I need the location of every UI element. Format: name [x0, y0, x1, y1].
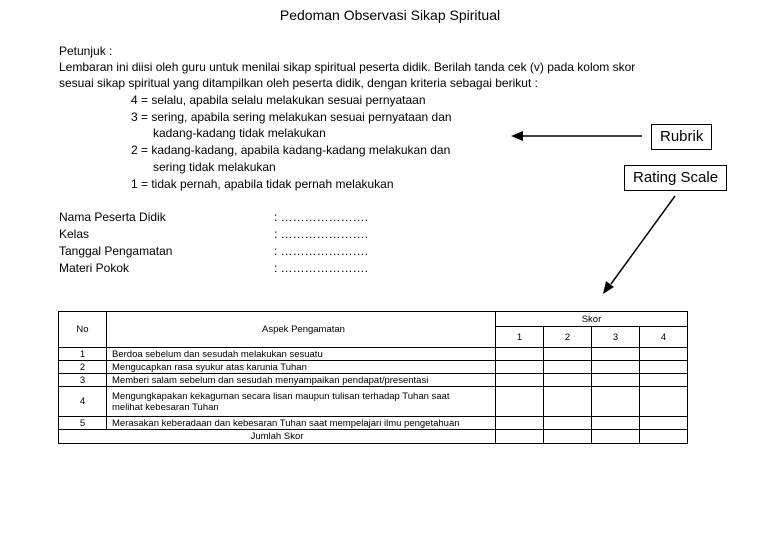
- instructions-line-2: sesuai sikap spiritual yang ditampilkan oleh peserta didik, dengan kriteria sebagai berikut :: [59, 76, 538, 90]
- table-header-row-1: [59, 312, 688, 327]
- field-value-tanggal: : ………………….: [274, 244, 369, 258]
- criteria-4: 4 = selalu, apabila selalu melakukan sesuai pernyataan: [131, 93, 426, 107]
- header-score-1: 1: [496, 327, 544, 348]
- score-cell[interactable]: [592, 361, 640, 374]
- observation-table: [58, 311, 688, 444]
- field-value-materi: : ………………….: [274, 261, 369, 275]
- score-cell[interactable]: [496, 374, 544, 387]
- rating-scale-arrow-line: [611, 196, 675, 284]
- score-cell[interactable]: [496, 417, 544, 430]
- score-cell[interactable]: [592, 387, 640, 417]
- field-label-tanggal: Tanggal Pengamatan: [59, 244, 173, 258]
- header-score-2: 2: [544, 327, 592, 348]
- row-aspek-line-2: melihat kebesaran Tuhan: [112, 401, 219, 413]
- score-cell[interactable]: [544, 387, 592, 417]
- total-cell[interactable]: [544, 430, 592, 444]
- score-cell[interactable]: [640, 374, 688, 387]
- score-cell[interactable]: [640, 348, 688, 361]
- header-score-3: 3: [592, 327, 640, 348]
- total-cell[interactable]: [496, 430, 544, 444]
- row-aspek: Mengucapkan rasa syukur atas karunia Tuhan: [107, 361, 496, 374]
- score-cell[interactable]: [496, 348, 544, 361]
- score-cell[interactable]: [640, 361, 688, 374]
- score-cell[interactable]: [592, 348, 640, 361]
- score-cell[interactable]: [640, 417, 688, 430]
- row-aspek: [107, 387, 496, 417]
- rating-scale-label: Rating Scale: [624, 165, 727, 191]
- header-score-4: 4: [640, 327, 688, 348]
- score-cell[interactable]: [544, 374, 592, 387]
- row-no: 2: [59, 361, 107, 374]
- field-value-nama: : ………………….: [274, 210, 369, 224]
- table-row: [59, 417, 688, 430]
- row-aspek: Memberi salam sebelum dan sesudah menyampaikan pendapat/presentasi: [107, 374, 496, 387]
- page-title: Pedoman Observasi Sikap Spiritual: [279, 7, 501, 23]
- criteria-3: 3 = sering, apabila sering melakukan sesuai pernyataan dan: [131, 110, 452, 124]
- score-cell[interactable]: [544, 348, 592, 361]
- table-row: [59, 348, 688, 361]
- header-no: No: [59, 312, 107, 348]
- score-cell[interactable]: [496, 361, 544, 374]
- row-aspek: Merasakan keberadaan dan kebesaran Tuhan saat mempelajari ilmu pengetahuan: [107, 417, 496, 430]
- score-cell[interactable]: [592, 417, 640, 430]
- row-no: 3: [59, 374, 107, 387]
- table-total-row: [59, 430, 688, 444]
- table-row: [59, 374, 688, 387]
- total-cell[interactable]: [592, 430, 640, 444]
- row-no: 1: [59, 348, 107, 361]
- rubrik-label: Rubrik: [651, 124, 712, 150]
- total-cell[interactable]: [640, 430, 688, 444]
- field-label-kelas: Kelas: [59, 227, 90, 241]
- score-cell[interactable]: [496, 387, 544, 417]
- table-row: [59, 361, 688, 374]
- rubrik-arrow-head: [511, 131, 523, 141]
- total-label: Jumlah Skor: [59, 430, 496, 444]
- table-row: [59, 387, 688, 417]
- field-label-nama: Nama Peserta Didik: [59, 210, 166, 224]
- criteria-1: 1 = tidak pernah, apabila tidak pernah melakukan: [131, 177, 394, 191]
- header-skor: Skor: [496, 312, 688, 327]
- criteria-2: 2 = kadang-kadang, apabila kadang-kadang melakukan dan: [131, 143, 451, 157]
- header-aspek: Aspek Pengamatan: [107, 312, 496, 348]
- field-label-materi: Materi Pokok: [59, 261, 130, 275]
- instructions-line-1: Lembaran ini diisi oleh guru untuk menilai sikap spiritual peserta didik. Berilah tanda cek (v) pada kolom skor: [59, 60, 636, 74]
- score-cell[interactable]: [544, 417, 592, 430]
- instructions-heading: Petunjuk :: [59, 44, 113, 58]
- field-value-kelas: : ………………….: [274, 227, 369, 241]
- score-cell[interactable]: [592, 374, 640, 387]
- row-aspek-line-1: Mengungkapakan kekaguman secara lisan maupun tulisan terhadap Tuhan saat: [112, 390, 450, 402]
- row-aspek: Berdoa sebelum dan sesudah melakukan sesuatu: [107, 348, 496, 361]
- row-no: 4: [59, 387, 107, 417]
- criteria-2-continued: sering tidak melakukan: [153, 160, 276, 174]
- row-no: 5: [59, 417, 107, 430]
- score-cell[interactable]: [640, 387, 688, 417]
- criteria-3-continued: kadang-kadang tidak melakukan: [153, 126, 326, 140]
- score-cell[interactable]: [544, 361, 592, 374]
